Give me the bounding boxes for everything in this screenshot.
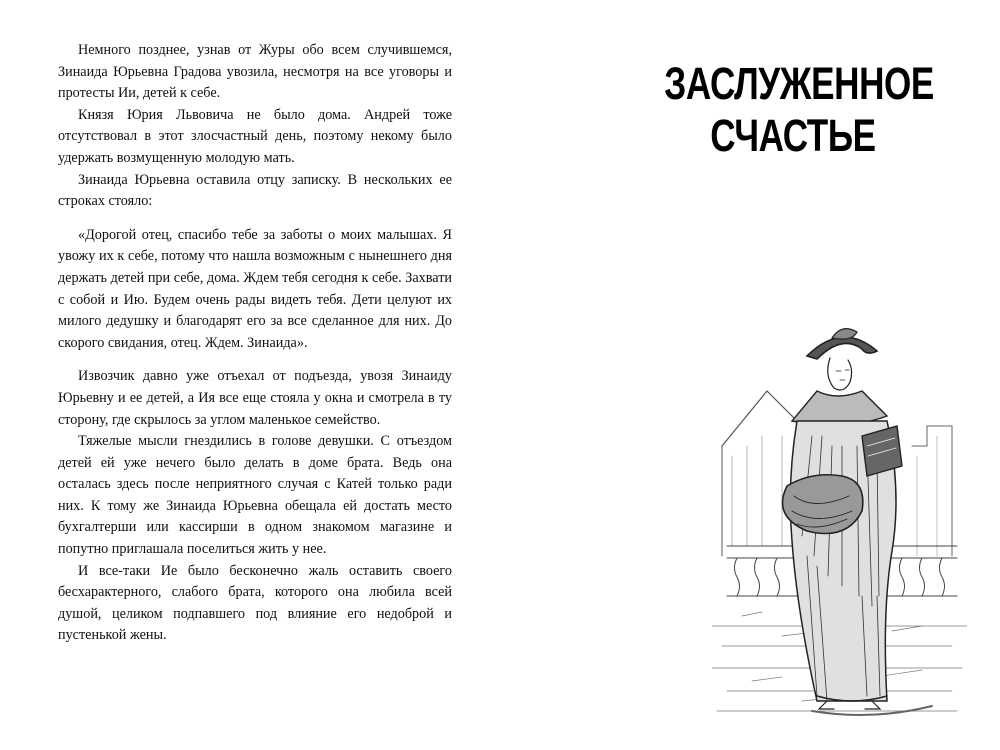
letter-quote: «Дорогой отец, спасибо тебе за заботы о моих малышах. Я увожу их к себе, потому что нашла возможным с нынешнего дня держать детей при себе, дома. Ждем тебя сегодня к себе. Захвати с собой и Ию. Будем очень рады видеть тебя. Дети целуют их милого дедушку и благодарят его за все сделанное для них. До скорого свидания, отец. Ждем. Зинаида». <box>58 226 452 351</box>
pencil-sketch-woman-in-coat-icon <box>712 296 967 726</box>
paragraph: Зинаида Юрьевна оставила отцу записку. В нескольких ее строках стояло: <box>58 171 452 210</box>
paragraph: И все-таки Ие было бесконечно жаль оставить своего бесхарактерного, слабого брата, которого она любила всей душой, целиком подпавшего под влияние его недоброй и пустенькой жены. <box>58 562 452 644</box>
left-page-text <box>58 40 452 647</box>
paragraph: Тяжелые мысли гнездились в голове девушки. С отъездом детей ей уже нечего было делать в доме брата. Ведь она осталась здесь после неприятного случая с Катей только ради них. К тому же Зинаида Юрьевна обещала ей достать место бухгалтерши или кассирши в одном знакомом магазине и попутно приглашала поселиться жить у нее. <box>58 433 452 558</box>
chapter-title <box>664 58 934 162</box>
chapter-title-line-1: ЗАСЛУЖЕННОЕ <box>664 58 934 109</box>
paragraph: Немного позднее, узнав от Журы обо всем случившемся, Зинаида Юрьевна Градова увозила, несмотря на все уговоры и протесты Ии, детей к себе. <box>58 42 452 102</box>
paragraph: Князя Юрия Львовича не было дома. Андрей тоже отсутствовал в этот злосчастный день, поэтому некому было удержать возмущенную молодую мать. <box>58 106 452 166</box>
paragraph: Извозчик давно уже отъехал от подъезда, увозя Зинаиду Юрьевну и ее детей, а Ия все еще стояла у окна и смотрела в ту сторону, где скрылось за углом маленькое семейство. <box>58 368 452 428</box>
chapter-title-line-2: СЧАСТЬЕ <box>710 110 876 161</box>
